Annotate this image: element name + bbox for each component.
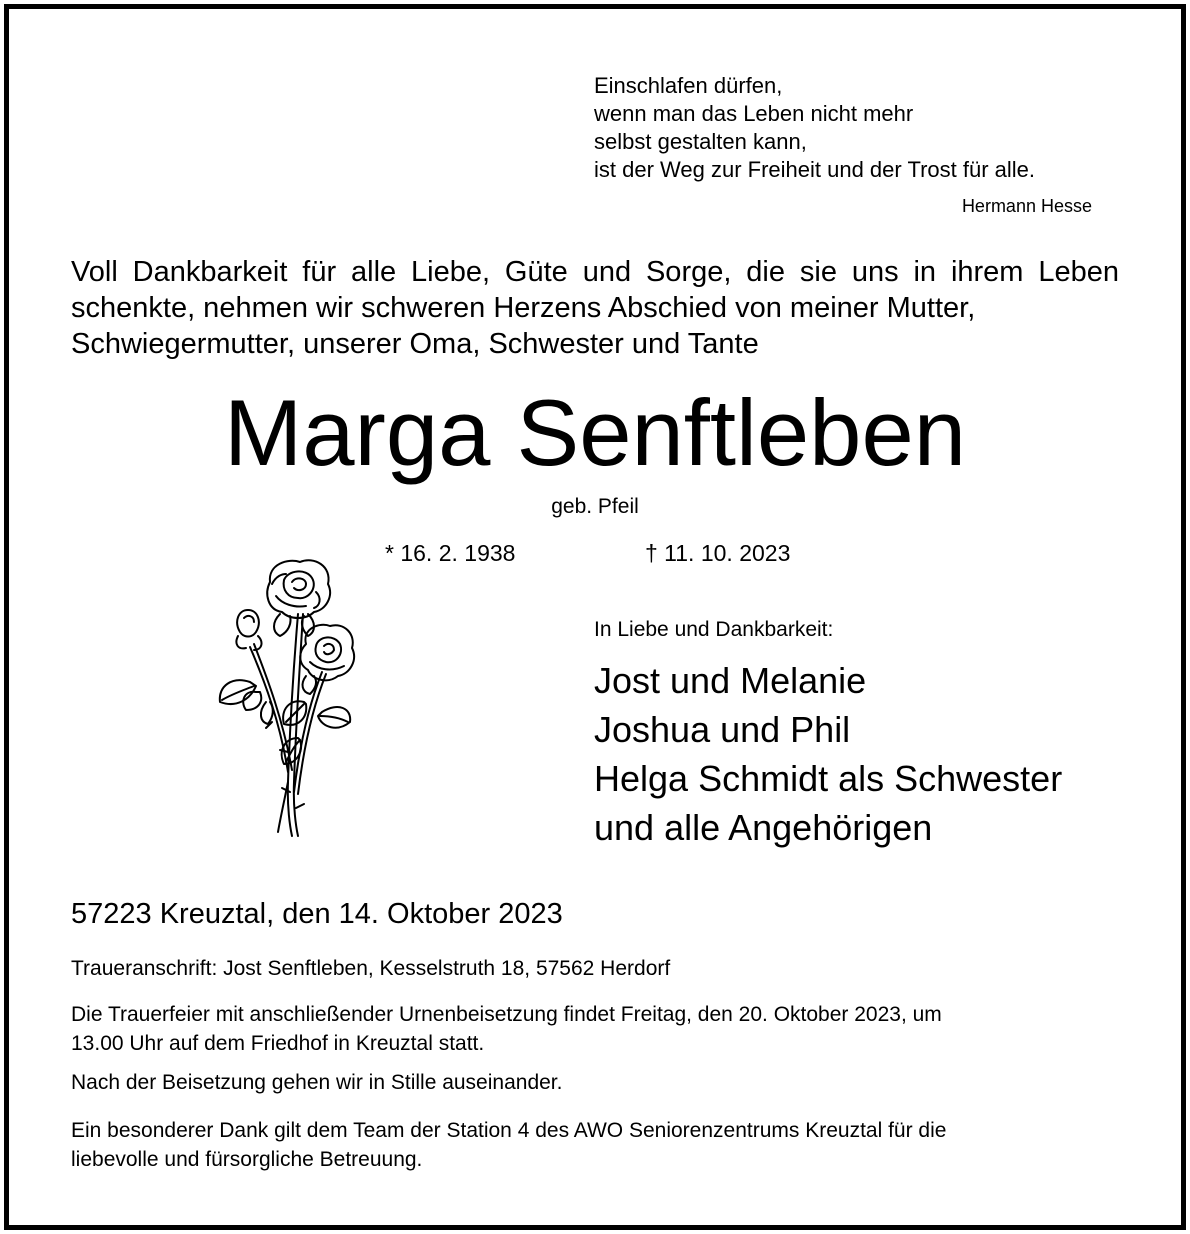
intro-text: [71, 254, 1119, 362]
birth-name: geb. Pfeil: [551, 495, 639, 518]
poem-line: Einschlafen dürfen,: [594, 73, 783, 98]
mourners-list: [594, 656, 1062, 852]
thanks-note: [71, 1116, 1119, 1174]
mourning-address-text: Traueranschrift: Jost Senftleben, Kesselstruth 18, 57562 Herdorf: [71, 957, 671, 980]
thanks-note-body: Ein besonderer Dank gilt dem Team der Station 4 des AWO Seniorenzentrums Kreuztal für die: [71, 1119, 947, 1142]
intro-last-line: Schwiegermutter, unserer Oma, Schwester und Tante: [71, 328, 759, 360]
rose-icon: [210, 552, 370, 842]
poem-author: Hermann Hesse: [961, 196, 1092, 216]
ceremony-info-body: Die Trauerfeier mit anschließender Urnenbeisetzung findet Freitag, den 20. Oktober 2023, um: [71, 1003, 942, 1026]
thanks-note-last-line: liebevolle und fürsorgliche Betreuung.: [71, 1148, 423, 1171]
poem-line: selbst gestalten kann,: [594, 129, 807, 154]
intro-body: Voll Dankbarkeit für alle Liebe, Güte und Sorge, die sie uns in ihrem Leben schenkte, nehmen wir schweren Herzens Abschied von meiner Mutter,: [71, 256, 1119, 324]
after-burial-note-text: Nach der Beisetzung gehen wir in Stille auseinander.: [71, 1071, 563, 1094]
place-and-date: 57223 Kreuztal, den 14. Oktober 2023: [71, 898, 563, 930]
birth-date: * 16. 2. 1938: [385, 540, 516, 566]
poem: [594, 72, 1035, 184]
ceremony-info: [71, 1000, 1119, 1058]
mourner-name: und alle Angehörigen: [594, 807, 933, 848]
death-date: † 11. 10. 2023: [645, 540, 791, 566]
deceased-name: Marga Senftleben: [223, 380, 967, 485]
mourning-address: [71, 954, 1119, 983]
mourner-name: Helga Schmidt als Schwester: [594, 758, 1063, 799]
after-burial-note: [71, 1068, 1119, 1097]
poem-line: wenn man das Leben nicht mehr: [594, 101, 914, 126]
mourner-name: Joshua und Phil: [594, 709, 851, 750]
poem-line: ist der Weg zur Freiheit und der Trost für alle.: [594, 157, 1035, 182]
mourner-name: Jost und Melanie: [594, 660, 867, 701]
mourners-intro: In Liebe und Dankbarkeit:: [594, 618, 834, 641]
ceremony-info-last-line: 13.00 Uhr auf dem Friedhof in Kreuztal statt.: [71, 1032, 485, 1055]
